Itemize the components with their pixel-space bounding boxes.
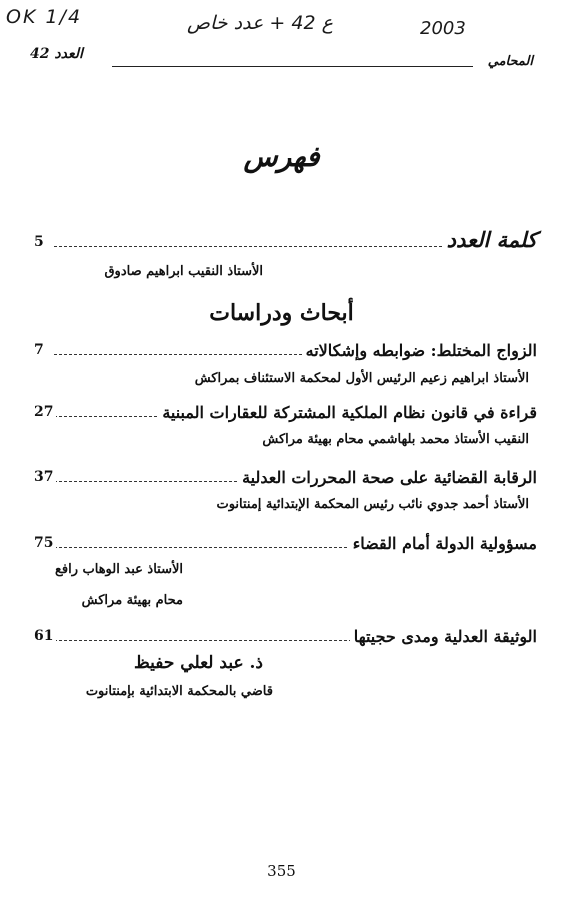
toc-page-number: 75 (34, 535, 56, 551)
handwritten-issue-note: ع 42 + عدد خاص (187, 12, 333, 34)
handwritten-ok-note: OK 1/4 (6, 6, 83, 28)
toc-entry-author: الأستاذ أحمد جدوي نائب رئيس المحكمة الإبتدائية إمنتانوت (216, 497, 529, 512)
toc-entry-title: كلمة العدد (443, 227, 537, 252)
running-header-issue: العدد 42 (30, 46, 83, 62)
toc-entry-title: الزواج المختلط: ضوابطه وإشكالاته (302, 341, 537, 360)
toc-page-number: 5 (34, 234, 47, 250)
toc-entry-author-affiliation: محام بهيئة مراكش (81, 593, 183, 608)
section-title: أبحاث ودراسات (209, 300, 354, 326)
toc-entry-title: قراءة في قانون نظام الملكية المشتركة للعقارات المبنية (158, 403, 537, 422)
toc-entry-title: مسؤولية الدولة أمام القضاء (349, 534, 537, 553)
toc-entry-author: النقيب الأستاذ محمد بلهاشمي محام بهيئة مراكش (262, 432, 529, 447)
toc-entry-article[interactable] (34, 334, 537, 364)
header-rule (112, 66, 473, 67)
toc-page-number: 61 (34, 628, 56, 644)
toc-entry-title: الرقابة القضائية على صحة المحررات العدلية (238, 468, 537, 487)
leader-dots (54, 246, 497, 247)
toc-entry-author: الأستاذ عبد الوهاب رافع (54, 562, 183, 577)
toc-title: فهرس (243, 140, 320, 173)
toc-entry-article[interactable] (34, 461, 537, 491)
toc-page-number: 37 (34, 469, 56, 485)
toc-entry-author: الأستاذ النقيب ابراهيم صادوق (104, 264, 263, 279)
toc-page-number: 7 (34, 342, 47, 358)
running-header-magazine: المحامي (487, 54, 533, 69)
toc-entry-author: الأستاذ ابراهيم زعيم الرئيس الأول لمحكمة الاستئناف بمراكش (194, 371, 529, 386)
toc-entry-author-affiliation: قاضي بالمحكمة الابتدائية بإمنتانوت (85, 684, 273, 699)
toc-entry-editorial[interactable] (34, 226, 537, 256)
toc-entry-article[interactable] (34, 620, 537, 650)
toc-entry-title: الوثيقة العدلية ومدى حجيتها (350, 627, 537, 646)
handwritten-year: 2003 (420, 18, 466, 39)
page-number: 355 (267, 862, 296, 880)
toc-entry-author: ذ. عبد لعلي حفيظ (134, 653, 263, 673)
toc-page-number: 27 (34, 404, 56, 420)
toc-entry-article[interactable] (34, 527, 537, 557)
toc-entry-article[interactable] (34, 396, 537, 426)
